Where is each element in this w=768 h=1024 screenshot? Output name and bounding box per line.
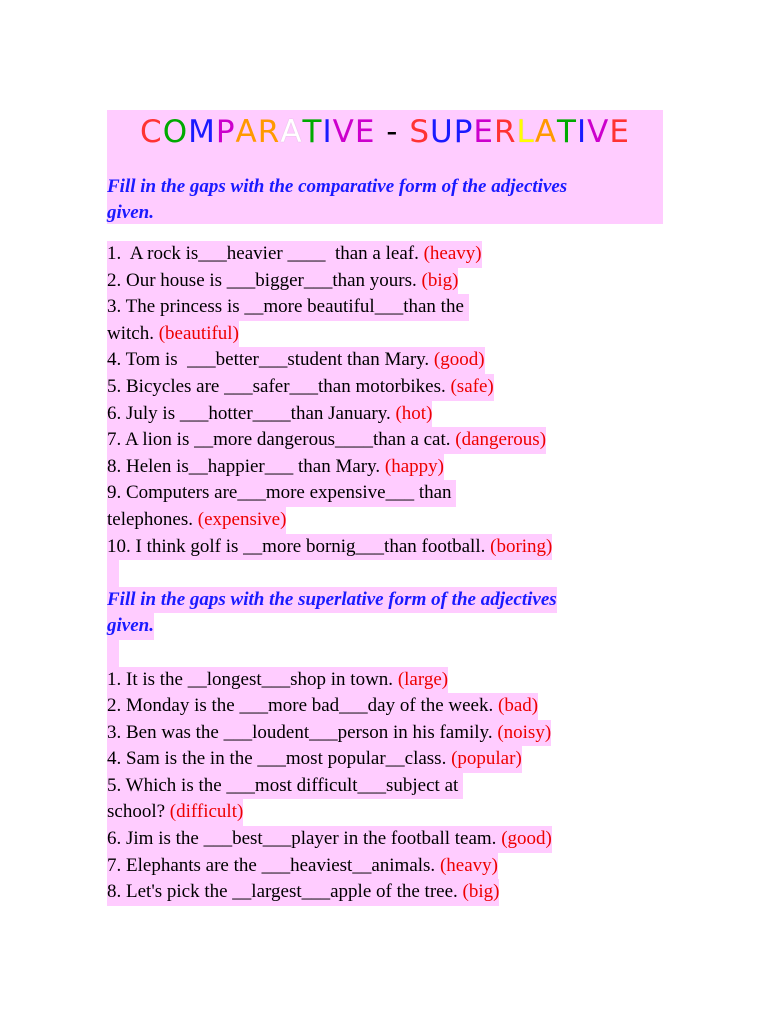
exercise-text: 1. It is the __longest___shop in town. — [107, 668, 398, 690]
exercise-line — [107, 799, 243, 826]
adjective-hint: (heavy) — [423, 243, 482, 264]
exercise-line — [107, 507, 286, 534]
adjective-hint: (popular) — [451, 748, 522, 770]
exercise-line — [107, 853, 498, 880]
exercise-line — [107, 480, 456, 507]
exercise-line — [107, 294, 469, 321]
section1-exercise-list — [107, 241, 663, 560]
header-panel — [107, 110, 663, 224]
exercise-line — [107, 693, 538, 720]
section-divider — [107, 640, 119, 667]
title-letter: S — [409, 114, 430, 150]
adjective-hint: (bad) — [498, 695, 539, 717]
exercise-text: 7. Elephants are the ___heaviest__animals. — [107, 854, 440, 876]
exercise-text: 2. Our house is ___bigger___than yours. — [107, 269, 422, 291]
section2-exercise-list — [107, 667, 663, 906]
section1-instruction — [107, 174, 659, 226]
exercise-line — [107, 667, 448, 694]
adjective-hint: (big) — [462, 881, 500, 903]
exercise-text: 4. Sam is the in the ___most popular__class. — [107, 748, 452, 770]
title-letter: O — [162, 114, 189, 150]
title-letter: I — [576, 114, 588, 150]
exercise-line — [107, 241, 482, 268]
title-letter: E — [354, 114, 376, 150]
adjective-hint: (big) — [421, 269, 459, 291]
exercise-line — [107, 454, 444, 481]
section2-instruction-line1: Fill in the gaps with the superlative form of the adjectives — [107, 587, 557, 614]
page-title — [107, 114, 663, 150]
title-letter: V — [587, 114, 610, 150]
title-letter: T — [302, 114, 323, 150]
title-letter: E — [609, 114, 630, 150]
section2-instruction-line2: given. — [107, 613, 154, 640]
exercise-text: 4. Tom is ___better___student than Mary. — [107, 349, 434, 371]
title-letter: V — [332, 114, 355, 150]
section-divider — [107, 560, 119, 587]
title-letter: - — [386, 114, 399, 150]
exercise-line — [107, 773, 463, 800]
exercise-line — [107, 427, 546, 454]
title-letter: P — [453, 114, 474, 150]
exercise-line — [107, 401, 432, 428]
adjective-hint: (happy) — [384, 455, 444, 477]
title-letter: A — [534, 114, 558, 150]
adjective-hint: (safe) — [450, 375, 494, 397]
title-letter: L — [516, 114, 535, 150]
title-letter: E — [473, 114, 494, 150]
worksheet — [107, 110, 663, 906]
exercise-text: 1. A rock is___heavier ____ than a leaf. — [107, 243, 424, 264]
exercise-line — [107, 374, 494, 401]
exercise-text: 3. The princess is __more beautiful___than the — [107, 296, 469, 318]
exercise-line — [107, 879, 499, 906]
title-letter: A — [280, 114, 303, 150]
title-letter: I — [322, 114, 333, 150]
exercise-text: 8. Let's pick the __largest___apple of the tree. — [107, 881, 463, 903]
adjective-hint: (good) — [433, 349, 485, 371]
exercise-text: 5. Which is the ___most difficult___subject at — [107, 774, 464, 796]
title-letter: A — [235, 114, 258, 150]
exercise-text: school? — [107, 801, 170, 823]
adjective-hint: (noisy) — [497, 721, 552, 743]
exercise-text: 6. July is ___hotter____than January. — [107, 402, 396, 424]
exercise-text: 2. Monday is the ___more bad___day of the week. — [107, 695, 498, 717]
adjective-hint: (dangerous) — [455, 429, 547, 451]
title-letter: R — [257, 114, 281, 150]
adjective-hint: (expensive) — [197, 508, 287, 530]
title-letter: M — [188, 114, 216, 150]
exercise-text: 7. A lion is __more dangerous____than a cat. — [107, 429, 456, 451]
exercise-text: 5. Bicycles are ___safer___than motorbikes. — [107, 375, 451, 397]
exercise-text: telephones. — [107, 508, 198, 530]
title-letter: C — [140, 114, 163, 150]
exercise-line — [107, 720, 551, 747]
adjective-hint: (beautiful) — [158, 322, 239, 344]
exercise-line — [107, 268, 458, 295]
adjective-hint: (good) — [501, 828, 552, 850]
title-letter: T — [557, 114, 577, 150]
title-letter: R — [494, 114, 517, 150]
adjective-hint: (large) — [397, 668, 449, 690]
adjective-hint: (difficult) — [169, 801, 244, 823]
exercise-text: 9. Computers are___more expensive___ than — [107, 482, 457, 504]
section1-instruction-line1: Fill in the gaps with the comparative form of the adjectives — [107, 176, 568, 197]
title-letter: P — [215, 114, 236, 150]
exercise-text: 8. Helen is__happier___ than Mary. — [107, 455, 385, 477]
exercise-line — [107, 826, 552, 853]
title-letter: U — [430, 114, 454, 150]
exercise-line — [107, 746, 522, 773]
exercise-line — [107, 347, 485, 374]
exercise-text: witch. — [107, 322, 159, 344]
exercise-text: 10. I think golf is __more bornig___than football. — [107, 535, 491, 557]
adjective-hint: (heavy) — [439, 854, 498, 876]
exercise-text: 6. Jim is the ___best___player in the football team. — [107, 828, 502, 850]
exercise-text: 3. Ben was the ___loudent___person in his family. — [107, 721, 498, 743]
section1-instruction-line2: given. — [107, 202, 154, 223]
adjective-hint: (boring) — [490, 535, 553, 557]
exercise-line — [107, 321, 239, 348]
adjective-hint: (hot) — [395, 402, 433, 424]
exercise-line — [107, 534, 552, 561]
